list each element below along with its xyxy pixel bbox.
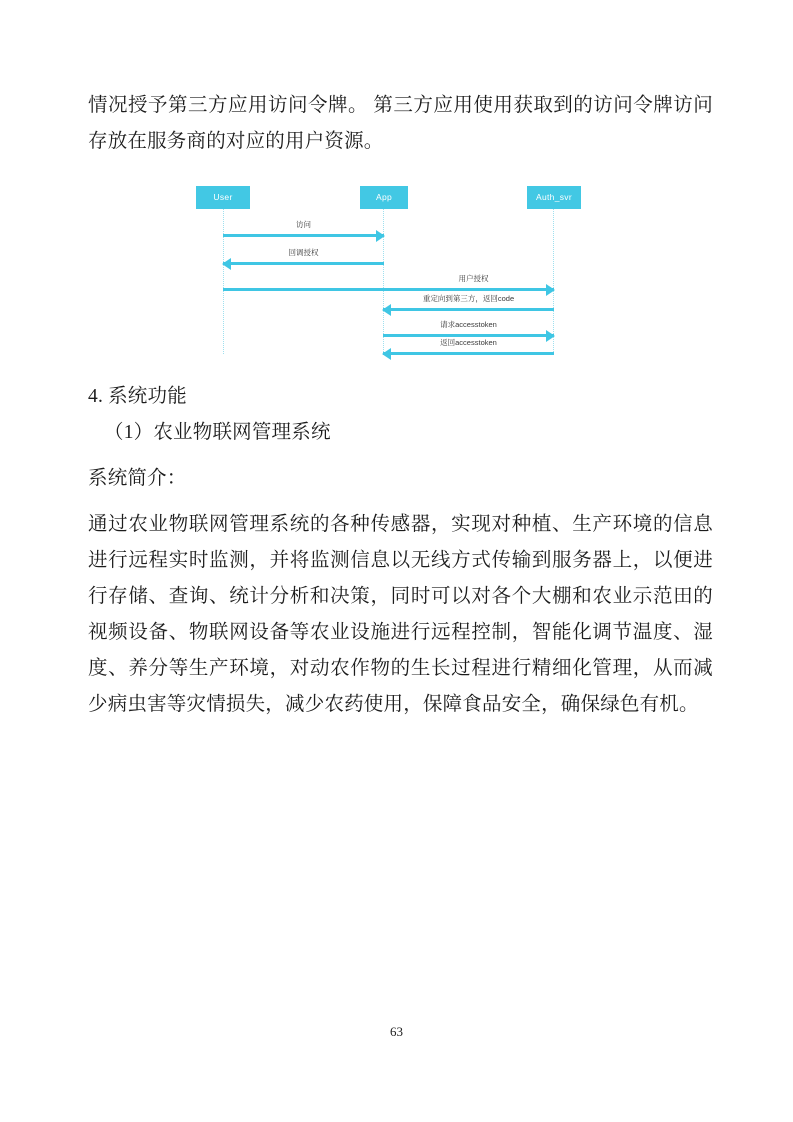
message-label: 返回accesstoken [440, 338, 497, 347]
message-label: 访问 [296, 220, 311, 229]
section-heading-block [88, 379, 713, 415]
arrow-head-left-icon [222, 258, 231, 270]
message-line [383, 352, 554, 355]
page-number: 63 [390, 1024, 403, 1039]
message-label: 请求accesstoken [440, 320, 497, 329]
message-redirect-code [383, 296, 554, 312]
subsection-heading-block [104, 415, 729, 451]
message-label: 用户授权 [458, 274, 489, 283]
oauth-sequence-diagram [186, 176, 591, 358]
actor-label-app: App [375, 192, 393, 202]
top-paragraph: 情况授予第三方应用访问令牌。 第三方应用使用获取到的访问令牌访问存放在服务商的对应的用户资源。 [88, 95, 713, 152]
message-label: 回调授权 [288, 248, 319, 257]
actor-box-auth-svr [527, 186, 581, 209]
actor-label-auth-svr: Auth_svr [536, 192, 572, 202]
actor-box-user [196, 186, 250, 209]
message-line [383, 334, 554, 337]
message-request-accesstoken [383, 322, 554, 338]
message-line [223, 288, 554, 291]
arrow-head-left-icon [382, 348, 391, 360]
actor-label-user: User [213, 192, 233, 202]
heading-4-system-functions: 4. 系统功能 [88, 386, 187, 407]
intro-label-block [88, 461, 713, 497]
message-line [223, 262, 384, 265]
message-user-authorize [223, 276, 554, 292]
arrow-head-left-icon [382, 304, 391, 316]
paragraph-system-introduction: 通过农业物联网管理系统的各种传感器，实现对种植、生产环境的信息进行远程实时监测，并将监测信息以无线方式传输到服务器上，以便进行存储、查询、统计分析和决策，同时可以对各个大棚和农业示范田的视频设备、物联网设备等农业设施进行远程控制，智能化调节温度、湿度、养分等生产环境，对动农作物的生长过程进行精细化管理，从而减少病虫害等灾情损失，减少农药使用，保障食品安全，确保绿色有机。 [88, 514, 713, 715]
message-return-accesstoken [383, 340, 554, 356]
arrow-head-right-icon [376, 230, 385, 242]
label-system-introduction: 系统简介： [88, 468, 187, 489]
subheading-agriculture-iot-system: （1）农业物联网管理系统 [104, 422, 331, 443]
message-line [223, 234, 384, 237]
message-callback-auth [223, 250, 384, 266]
message-visit [223, 222, 384, 238]
message-label: 重定向到第三方，返回code [422, 294, 515, 303]
intro-body-block [88, 507, 713, 723]
top-paragraph-block [88, 88, 713, 160]
message-line [383, 308, 554, 311]
actor-box-app [360, 186, 408, 209]
